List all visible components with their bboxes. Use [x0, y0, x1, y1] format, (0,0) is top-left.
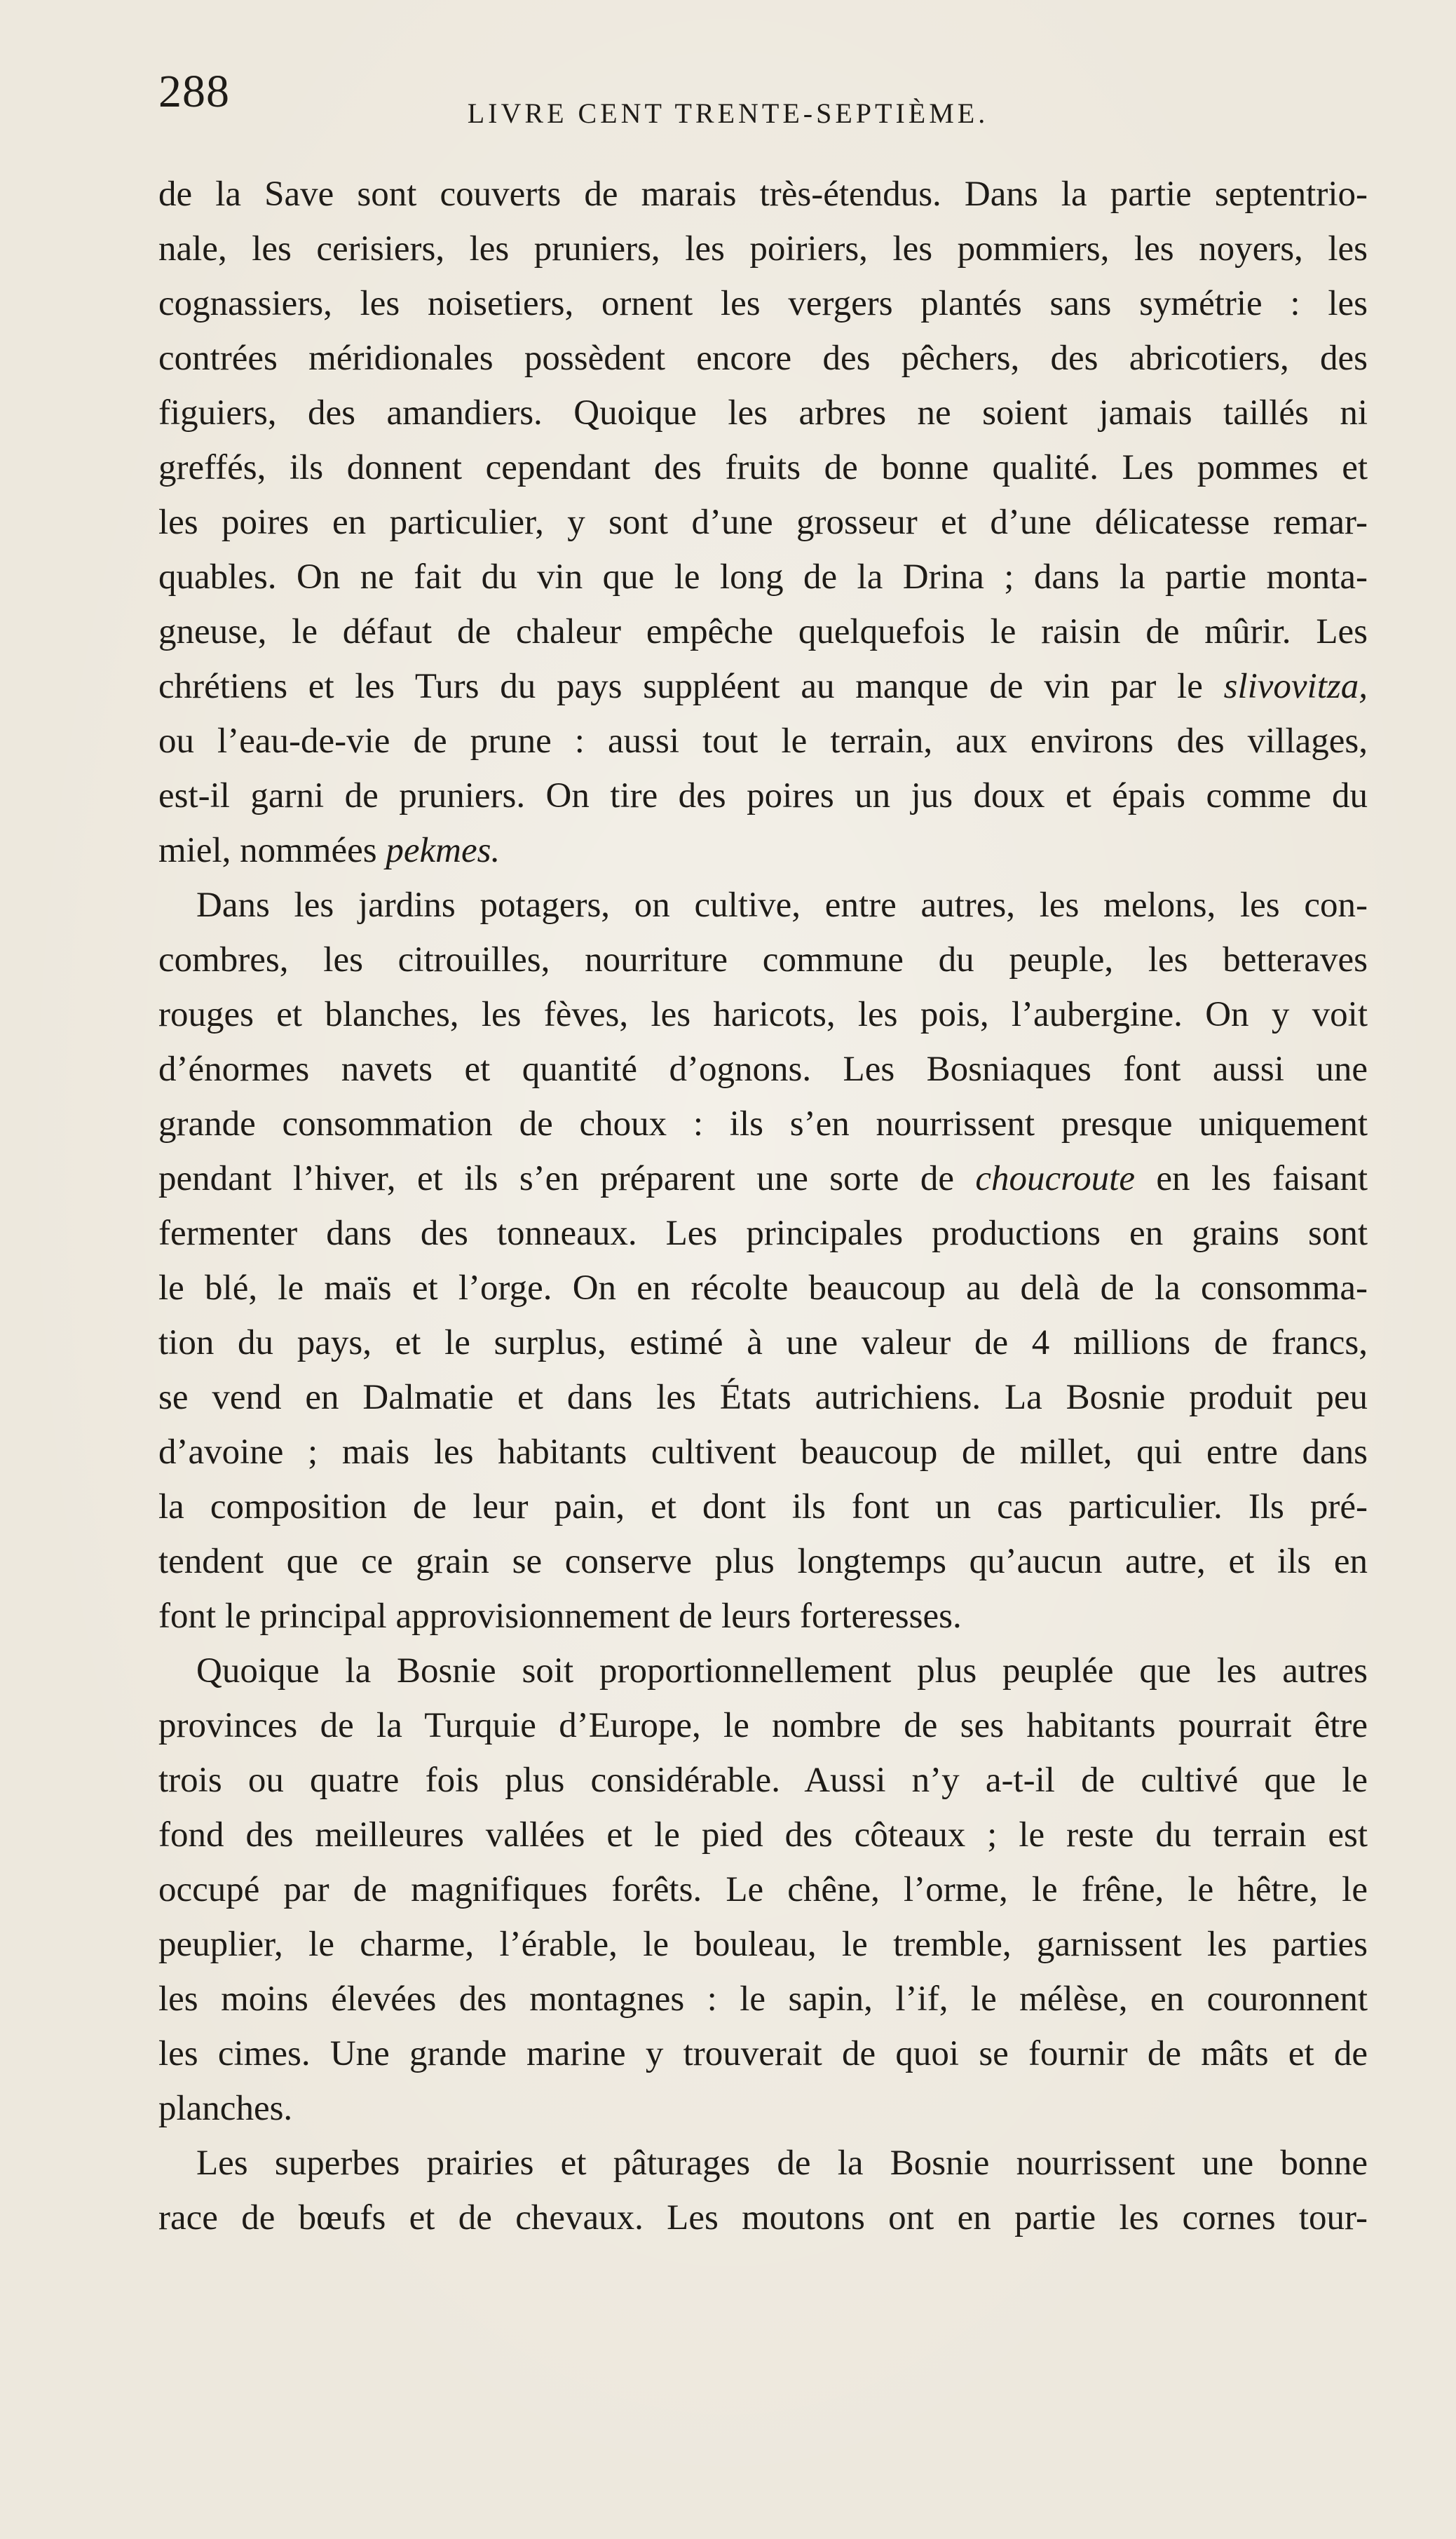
text-line: Quoique la Bosnie soit proportionnellement plus peuplée que les autres — [196, 1651, 1368, 1691]
text-line: d’énormes navets et quantité d’ognons. Les Bosniaques font aussi une — [158, 1050, 1368, 1089]
text-line: peuplier, le charme, l’érable, le bouleau, le tremble, garnissent les parties — [158, 1925, 1368, 1964]
text-run: pendant l’hiver, et ils s’en préparent une sorte de — [158, 1159, 954, 1198]
italic-term-pekmes: pekmes. — [386, 831, 501, 870]
text-line: gneuse, le défaut de chaleur empêche quelquefois le raisin de mûrir. Les — [158, 612, 1368, 651]
text-line: greffés, ils donnent cependant des fruits de bonne qualité. Les pommes et — [158, 448, 1368, 487]
text-line: de la Save sont couverts de marais très-étendus. Dans la partie septentrio- — [158, 175, 1368, 214]
text-line: contrées méridionales possèdent encore des pêchers, des abricotiers, des — [158, 339, 1368, 378]
text-line: combres, les citrouilles, nourriture commune du peuple, les betteraves — [158, 940, 1368, 980]
text-line: figuiers, des amandiers. Quoique les arbres ne soient jamais taillés ni — [158, 393, 1368, 433]
text-line: trois ou quatre fois plus considérable. Aussi n’y a-t-il de cultivé que le — [158, 1761, 1368, 1800]
text-line: cognassiers, les noisetiers, ornent les vergers plantés sans symétrie : les — [158, 284, 1368, 323]
text-line: quables. On ne fait du vin que le long de la Drina ; dans la partie monta- — [158, 557, 1368, 597]
text-line: occupé par de magnifiques forêts. Le chêne, l’orme, le frêne, le hêtre, le — [158, 1870, 1368, 1909]
text-line: planches. — [158, 2089, 293, 2128]
text-line: tendent que ce grain se conserve plus longtemps qu’aucun autre, et ils en — [158, 1542, 1368, 1581]
text-line: rouges et blanches, les fèves, les haricots, les pois, l’aubergine. On y voit — [158, 995, 1368, 1034]
italic-term-slivovitza: slivovitza, — [1223, 667, 1368, 706]
text-line: font le principal approvisionnement de leurs forteresses. — [158, 1597, 962, 1636]
text-line: d’avoine ; mais les habitants cultivent beaucoup de millet, qui entre dans — [158, 1433, 1368, 1472]
text-run: chrétiens et les Turs du pays suppléent au manque de vin par le — [158, 667, 1203, 706]
text-line — [158, 659, 1368, 714]
page-number: 288 — [158, 66, 230, 117]
running-head: LIVRE CENT TRENTE-SEPTIÈME. — [467, 97, 989, 129]
text-line: provinces de la Turquie d’Europe, le nombre de ses habitants pourrait être — [158, 1706, 1368, 1745]
text-line: Dans les jardins potagers, on cultive, entre autres, les melons, les con- — [196, 886, 1368, 925]
text-line — [158, 823, 1368, 878]
text-line: les poires en particulier, y sont d’une grosseur et d’une délicatesse remar- — [158, 503, 1368, 542]
text-line: race de bœufs et de chevaux. Les moutons ont en partie les cornes tour- — [158, 2198, 1368, 2237]
text-line: la composition de leur pain, et dont ils font un cas particulier. Ils pré- — [158, 1487, 1368, 1526]
text-run: en les faisant — [1134, 1159, 1368, 1198]
body-text — [158, 167, 1368, 2245]
text-line: se vend en Dalmatie et dans les États autrichiens. La Bosnie produit peu — [158, 1378, 1368, 1417]
text-line: fermenter dans des tonneaux. Les principales productions en grains sont — [158, 1214, 1368, 1253]
text-line: les cimes. Une grande marine y trouverait de quoi se fournir de mâts et de — [158, 2034, 1368, 2073]
text-line: nale, les cerisiers, les pruniers, les poiriers, les pommiers, les noyers, les — [158, 229, 1368, 269]
text-line: ou l’eau-de-vie de prune : aussi tout le terrain, aux environs des villages, — [158, 722, 1368, 761]
text-line: le blé, le maïs et l’orge. On en récolte beaucoup au delà de la consomma- — [158, 1268, 1368, 1308]
text-line: fond des meilleures vallées et le pied des côteaux ; le reste du terrain est — [158, 1815, 1368, 1855]
text-line: les moins élevées des montagnes : le sapin, l’if, le mélèse, en couronnent — [158, 1979, 1368, 2019]
italic-term-choucroute: choucroute — [975, 1159, 1135, 1198]
text-line: est-il garni de pruniers. On tire des poires un jus doux et épais comme du — [158, 776, 1368, 815]
text-line: tion du pays, et le surplus, estimé à une valeur de 4 millions de francs, — [158, 1323, 1368, 1362]
text-line: grande consommation de choux : ils s’en nourrissent presque uniquement — [158, 1104, 1368, 1144]
text-run: miel, nommées — [158, 831, 377, 870]
text-line — [158, 1151, 1368, 1206]
text-line: Les superbes prairies et pâturages de la Bosnie nourrissent une bonne — [196, 2144, 1368, 2183]
